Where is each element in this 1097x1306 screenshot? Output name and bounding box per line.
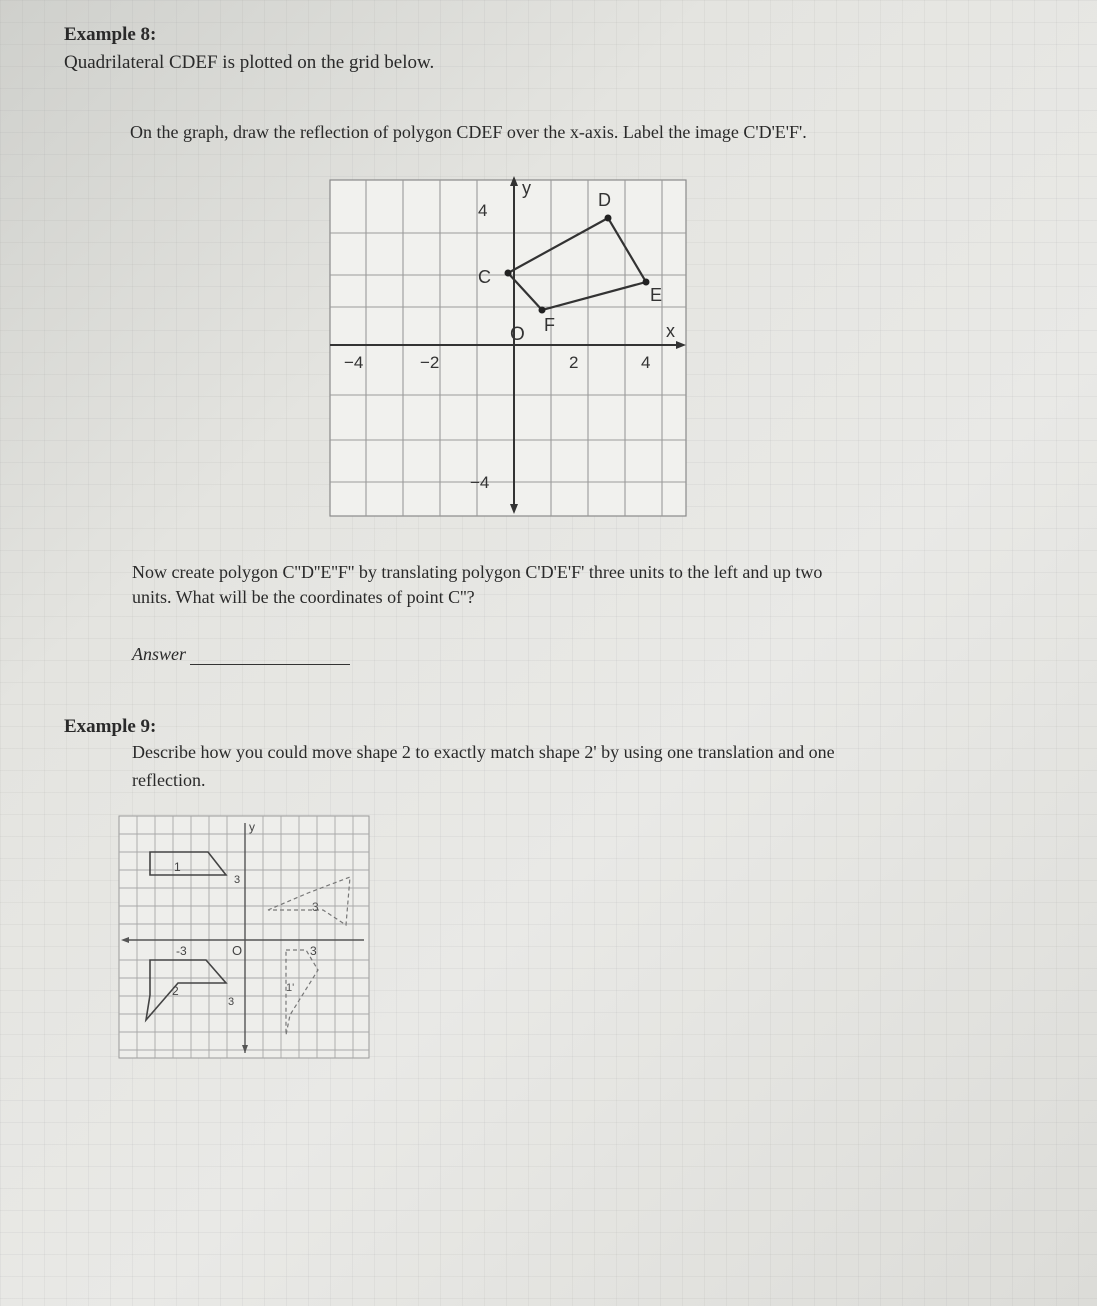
coordinate-grid-shapes <box>118 815 370 1060</box>
point-f-label: F <box>544 315 555 335</box>
example8-question-line2: units. What will be the coordinates of point C''? <box>132 587 475 607</box>
tick-label-xneg3: -3 <box>176 944 187 958</box>
point-e <box>643 279 650 286</box>
origin-label: O <box>232 943 243 958</box>
shape-2-label: 2 <box>172 984 179 998</box>
x-axis-label: x <box>666 321 675 341</box>
answer-row <box>132 644 350 665</box>
answer-label: Answer <box>132 644 186 664</box>
answer-blank[interactable] <box>190 648 350 665</box>
point-f <box>539 307 546 314</box>
shape-3-label: 3 <box>312 900 319 914</box>
tick-label-yneg3: 3 <box>228 996 235 1008</box>
example9-prompt-line2: reflection. <box>132 770 206 790</box>
tick-label-y3: 3 <box>234 874 241 886</box>
point-c-label: C <box>478 267 491 287</box>
tick-label-xneg2: −2 <box>420 353 440 372</box>
shape-1-label: 1 <box>174 860 181 874</box>
tick-label-x4: 4 <box>641 353 651 372</box>
y-axis-label: y <box>522 178 531 198</box>
origin-label: O <box>510 324 525 345</box>
tick-label-yneg4: −4 <box>470 473 490 492</box>
shape-2-prime-label: 1' <box>286 982 295 994</box>
example8-intro: Quadrilateral CDEF is plotted on the grid below. <box>64 52 435 73</box>
point-d-label: D <box>598 190 611 210</box>
tick-label-x3: 3 <box>310 944 317 958</box>
example9-heading: Example 9: <box>64 716 157 737</box>
tick-label-y4: 4 <box>478 201 488 220</box>
tick-label-x2: 2 <box>569 353 579 372</box>
tick-label-xneg4: −4 <box>344 353 364 372</box>
point-d <box>605 215 612 222</box>
y-axis-label: y <box>249 820 255 834</box>
point-c <box>505 270 512 277</box>
point-e-label: E <box>650 285 663 305</box>
example8-heading: Example 8: <box>64 24 157 45</box>
example8-instruction: On the graph, draw the reflection of polygon CDEF over the x-axis. Label the image C'D'E'F'. <box>130 122 807 142</box>
example9-prompt-line1: Describe how you could move shape 2 to exactly match shape 2' by using one translation and one <box>132 742 835 762</box>
example8-question-line1: Now create polygon C''D''E''F'' by translating polygon C'D'E'F' three units to the left and up two <box>132 562 823 582</box>
coordinate-grid-cdef <box>328 170 690 520</box>
